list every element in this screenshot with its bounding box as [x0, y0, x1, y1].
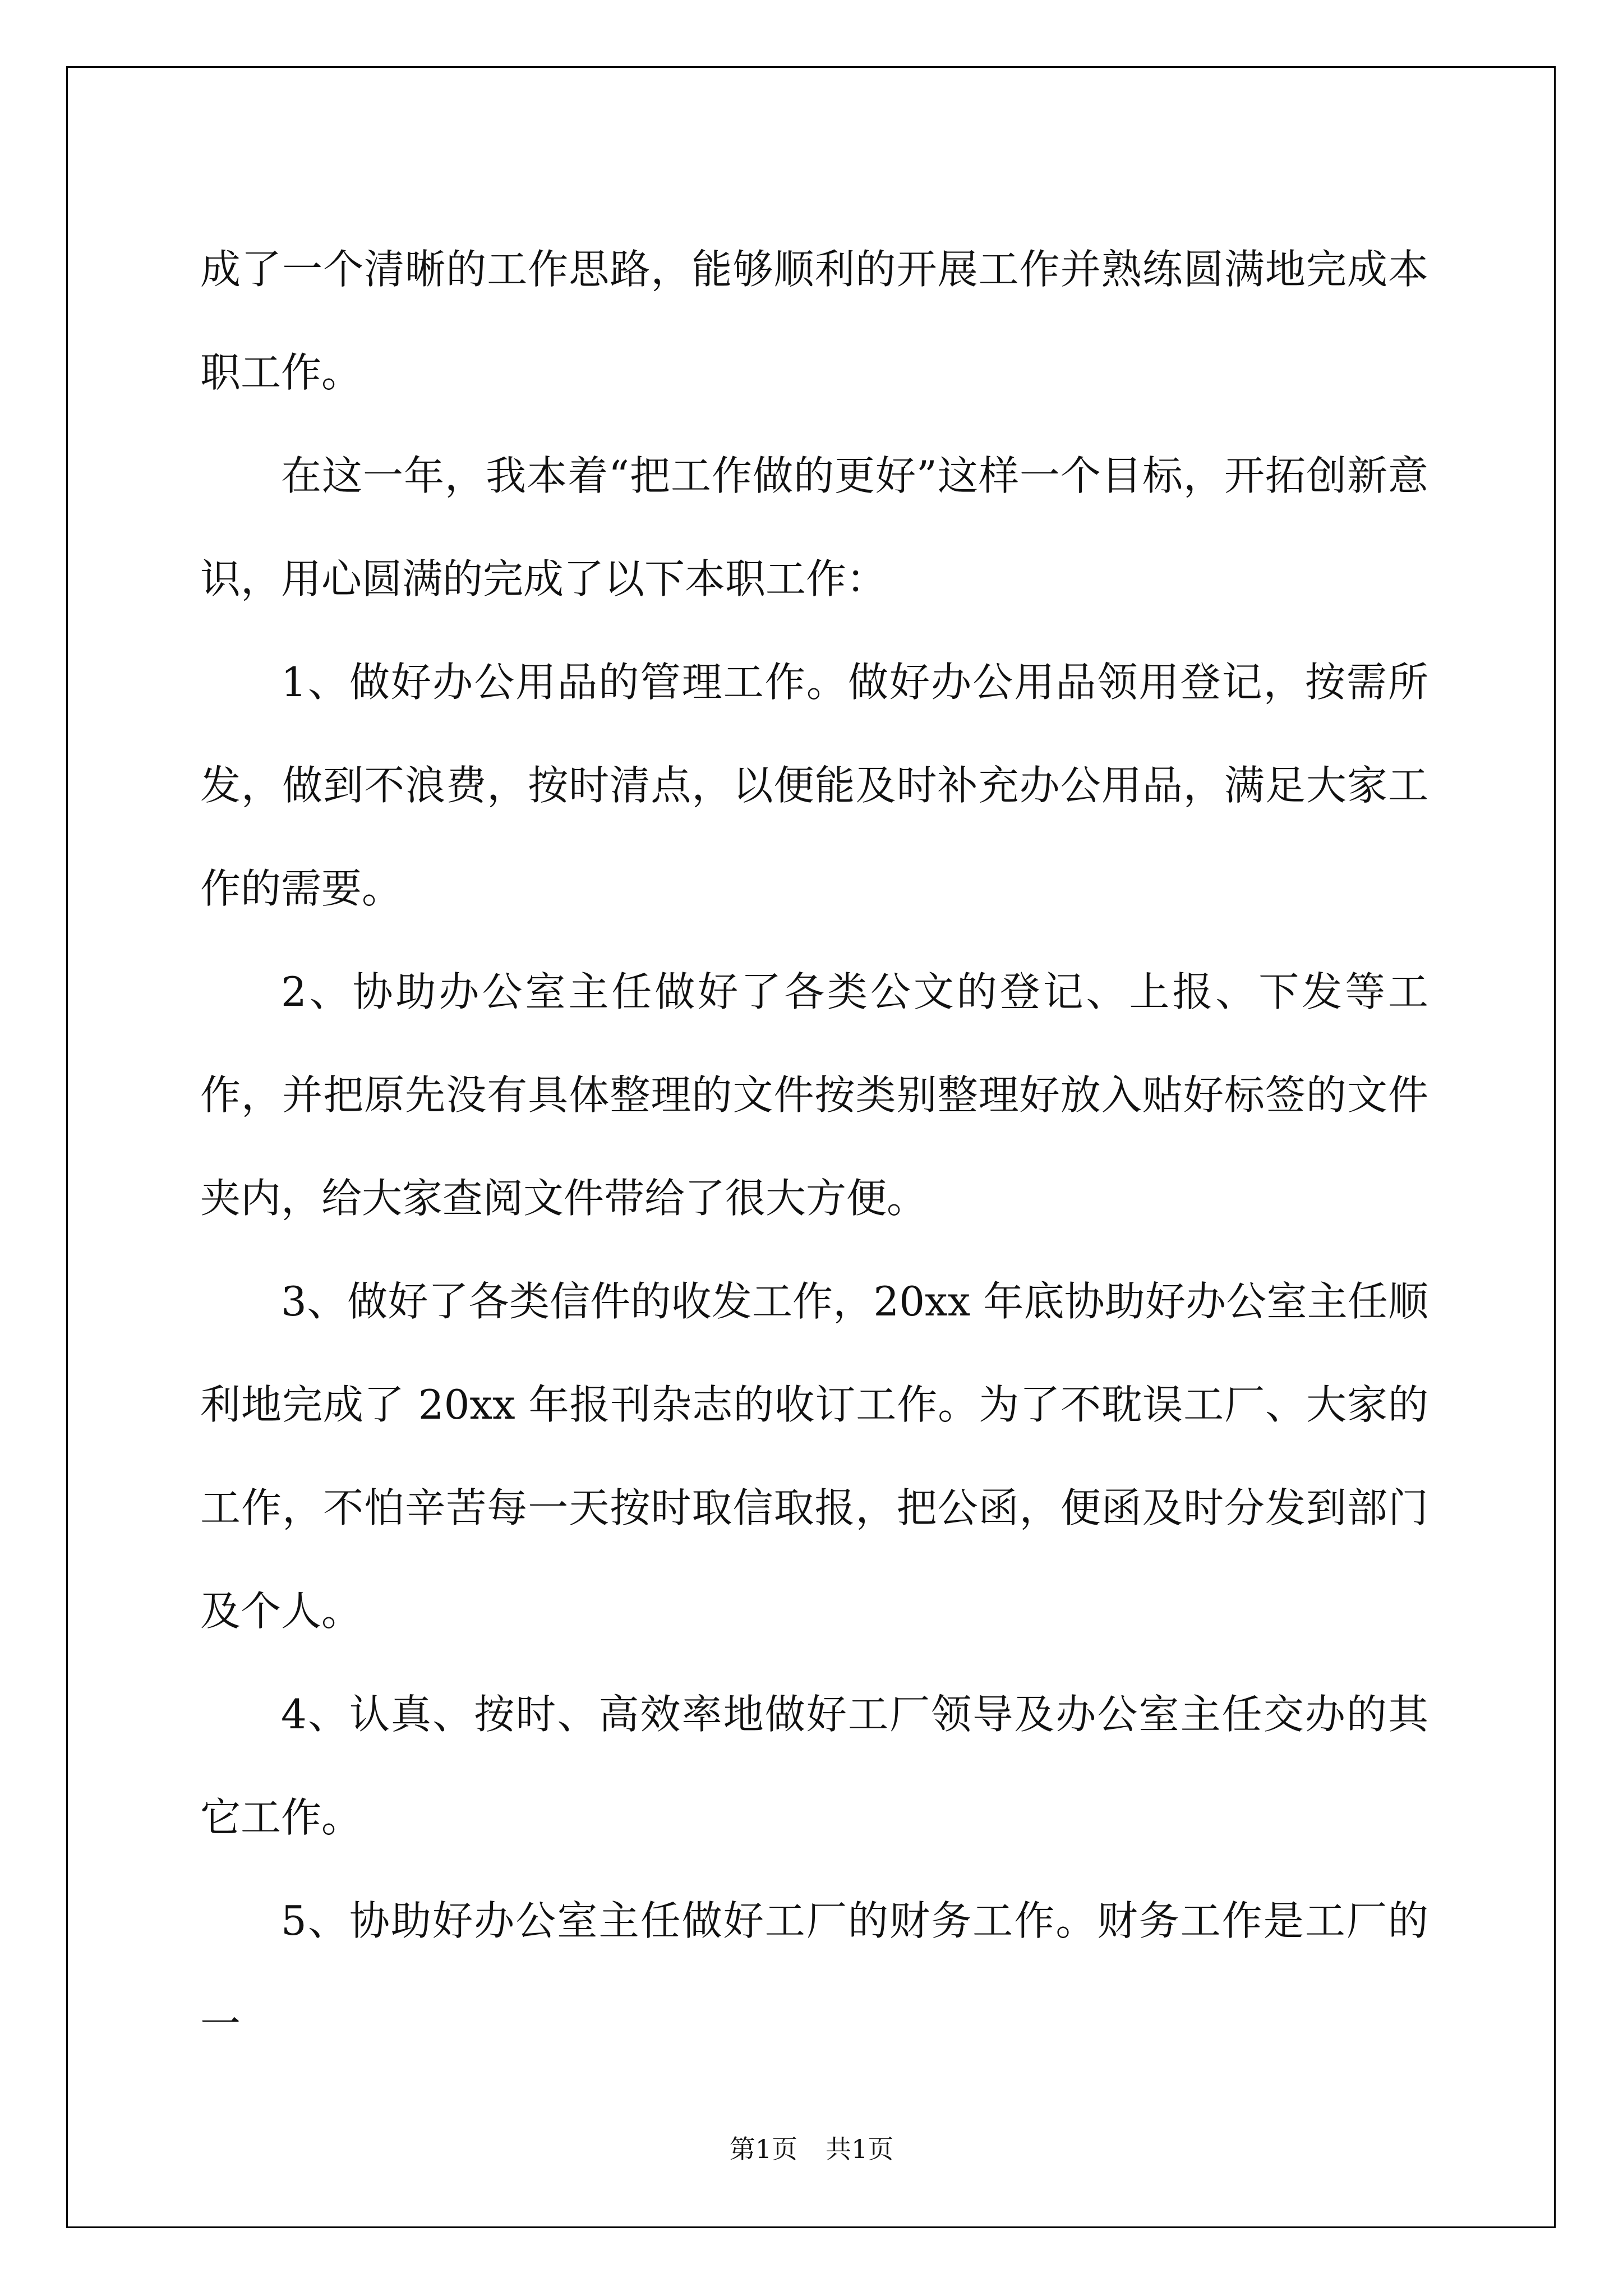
- paragraph-4: 2、协助办公室主任做好了各类公文的登记、上报、下发等工作，并把原先没有具体整理的文件按类别整理好放入贴好标签的文件夹内，给大家查阅文件带给了很大方便。: [200, 968, 1428, 1222]
- paragraph-1: 成了一个清晰的工作思路，能够顺利的开展工作并熟练圆满地完成本职工作。: [200, 246, 1428, 396]
- paragraph-6: 4、认真、按时、高效率地做好工厂领导及办公室主任交办的其它工作。: [200, 1691, 1428, 1841]
- page-number-total: 共1页: [826, 2134, 894, 2164]
- page-number-current: 第1页: [729, 2134, 797, 2164]
- paragraph-7: 5、协助好办公室主任做好工厂的财务工作。财务工作是工厂的一: [200, 1897, 1428, 2047]
- document-body: [200, 218, 1428, 2076]
- paragraph-2: 在这一年，我本着“把工作做的更好”这样一个目标，开拓创新意识，用心圆满的完成了以下本职工作：: [200, 452, 1428, 602]
- page-footer: [0, 2129, 1623, 2166]
- paragraph-5: 3、做好了各类信件的收发工作，20xx 年底协助好办公室主任顺利地完成了 20xx 年报刊杂志的收订工作。为了不耽误工厂、大家的工作，不怕辛苦每一天按时取信取报，把公函，便函及时分发到部门及个人。: [200, 1278, 1428, 1635]
- paragraph-3: 1、做好办公用品的管理工作。做好办公用品领用登记，按需所发，做到不浪费，按时清点，以便能及时补充办公用品，满足大家工作的需要。: [200, 659, 1428, 912]
